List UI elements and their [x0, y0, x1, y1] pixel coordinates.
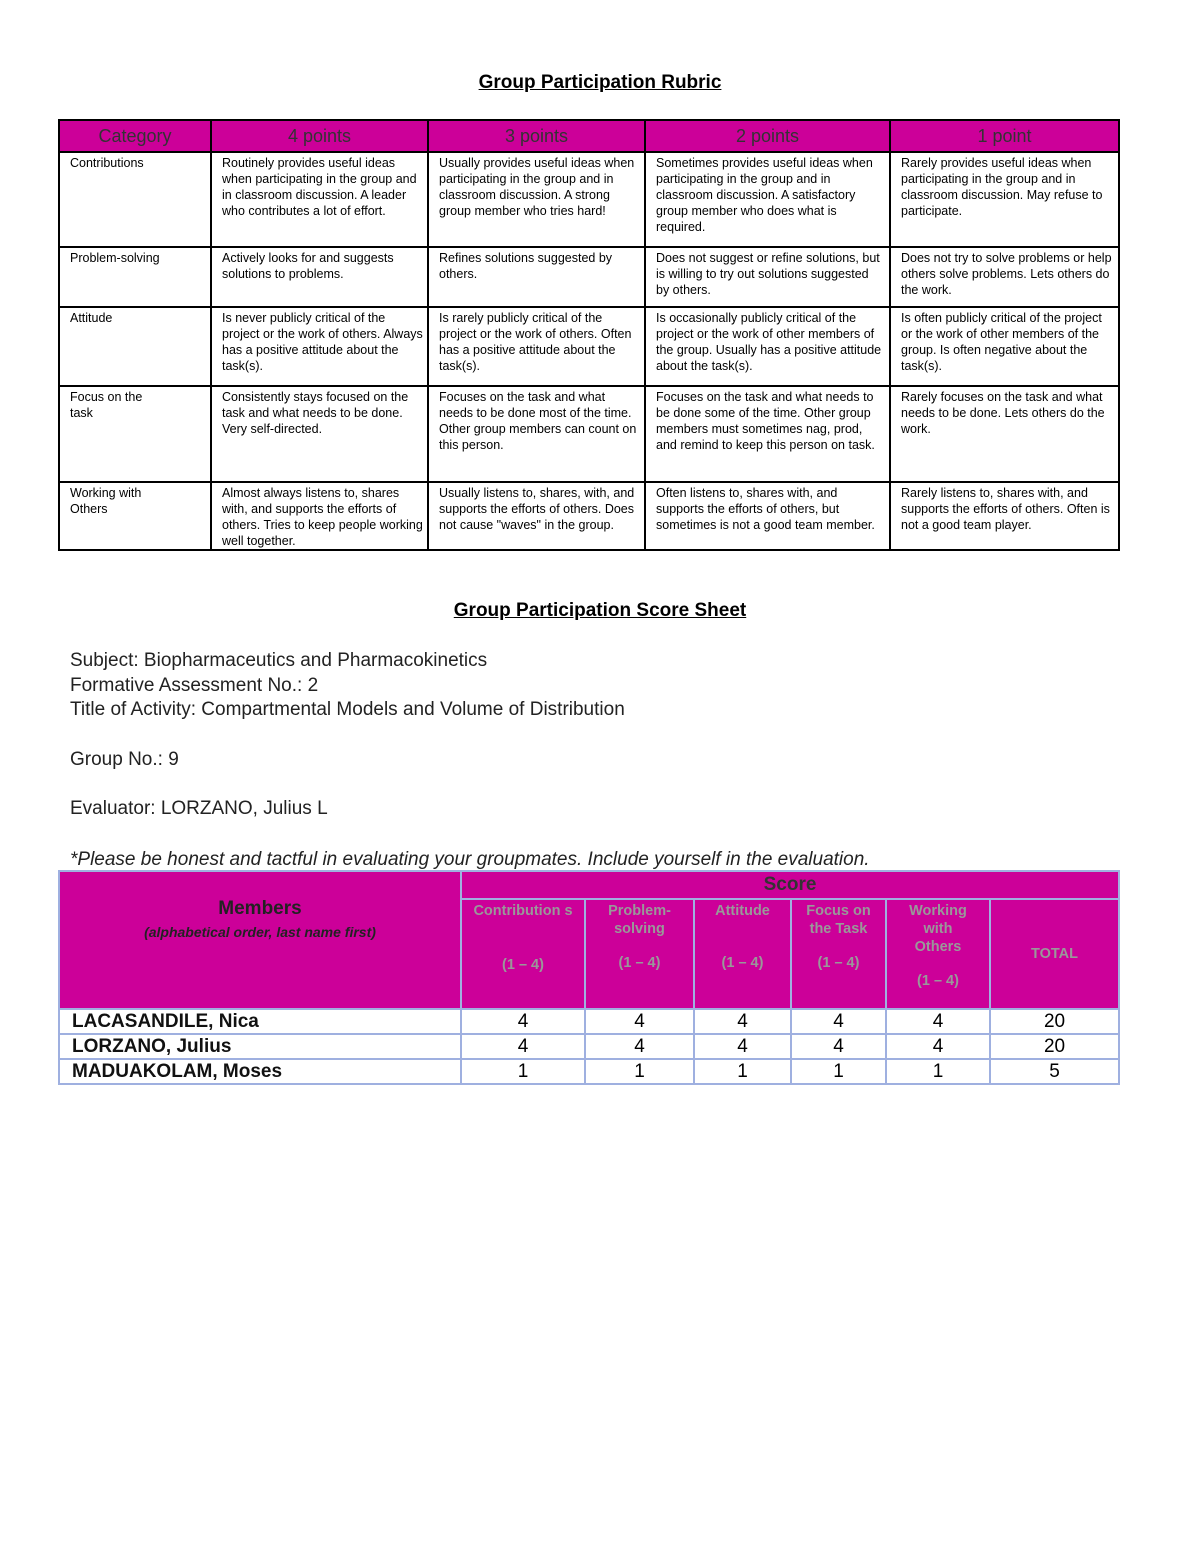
rubric-row-contributions	[59, 152, 1119, 247]
score-cell: 1	[886, 1059, 990, 1084]
score-header: Score	[461, 871, 1119, 899]
rubric-cell: Rarely provides useful ideas when participating in the group and in classroom discussion. May refuse to participate.	[890, 152, 1119, 247]
rubric-cell: Focuses on the task and what needs to be done some of the time. Other group members must sometimes nag, prod, and remind to keep this person on task.	[645, 386, 890, 482]
score-cell: 4	[461, 1009, 585, 1034]
score-sheet-title: Group Participation Score Sheet	[453, 600, 747, 621]
rubric-header-row	[59, 120, 1119, 152]
score-cell: 4	[791, 1009, 886, 1034]
total-cell: 20	[990, 1034, 1119, 1059]
criterion-name: Contribution s	[473, 903, 573, 919]
rubric-category: Contributions	[59, 152, 211, 247]
rubric-cell: Sometimes provides useful ideas when participating in the group and in classroom discussion. A satisfactory group member who does what is required.	[645, 152, 890, 247]
criterion-range: (1 – 4)	[817, 955, 860, 971]
rubric-cell: Does not suggest or refine solutions, but is willing to try out solutions suggested by others.	[645, 247, 890, 307]
rubric-header-1-point: 1 point	[890, 120, 1119, 152]
rubric-cell: Rarely listens to, shares with, and supports the efforts of others. Often is not a good team player.	[890, 482, 1119, 550]
rubric-cell: Is never publicly critical of the project or the work of others. Always has a positive attitude about the task(s).	[211, 307, 428, 386]
criterion-range: (1 – 4)	[502, 957, 544, 973]
rubric-header-4-points: 4 points	[211, 120, 428, 152]
members-sublabel: (alphabetical order, last name first)	[144, 924, 376, 940]
score-cell: 4	[886, 1009, 990, 1034]
rubric-cell: Does not try to solve problems or help others solve problems. Lets others do the work.	[890, 247, 1119, 307]
rubric-table	[58, 119, 1120, 551]
criterion-name: Working with Others	[909, 903, 967, 955]
criterion-range: (1 – 4)	[917, 973, 959, 989]
rubric-category: Focus on the task	[59, 386, 211, 482]
rubric-cell: Is often publicly critical of the project or the work of other members of the group. Is often negative about the task(s).	[890, 307, 1119, 386]
criterion-name: Problem-solving	[608, 903, 671, 937]
total-cell: 20	[990, 1009, 1119, 1034]
score-cell: 1	[694, 1059, 791, 1084]
honesty-note: *Please be honest and tactful in evaluating your groupmates. Include yourself in the evaluation.	[70, 849, 870, 870]
members-label: Members	[218, 898, 302, 919]
criterion-working-with-others	[886, 899, 990, 1009]
criterion-name: Attitude	[715, 903, 770, 919]
rubric-cell: Is occasionally publicly critical of the project or the work of other members of the group. Usually has a positive attitude about the task(s).	[645, 307, 890, 386]
total-header: TOTAL	[990, 899, 1119, 1009]
criterion-name: Focus on the Task	[806, 903, 871, 937]
criterion-attitude	[694, 899, 791, 1009]
score-cell: 4	[694, 1009, 791, 1034]
score-cell: 1	[585, 1059, 694, 1084]
score-cell: 4	[886, 1034, 990, 1059]
rubric-cell: Focuses on the task and what needs to be done most of the time. Other group members can count on this person.	[428, 386, 645, 482]
rubric-header-2-points: 2 points	[645, 120, 890, 152]
rubric-cell: Usually listens to, shares, with, and supports the efforts of others. Does not cause "waves" in the group.	[428, 482, 645, 550]
rubric-title: Group Participation Rubric	[478, 72, 722, 93]
criterion-focus	[791, 899, 886, 1009]
rubric-row-problem-solving	[59, 247, 1119, 307]
member-name: LACASANDILE, Nica	[59, 1009, 461, 1034]
score-cell: 4	[694, 1034, 791, 1059]
rubric-cell: Routinely provides useful ideas when participating in the group and in classroom discussion. A leader who contributes a lot of effort.	[211, 152, 428, 247]
rubric-cell: Rarely focuses on the task and what needs to be done. Lets others do the work.	[890, 386, 1119, 482]
table-row	[59, 1034, 1119, 1059]
score-cell: 1	[461, 1059, 585, 1084]
criterion-problem-solving	[585, 899, 694, 1009]
rubric-row-working-with-others	[59, 482, 1119, 550]
rubric-row-attitude	[59, 307, 1119, 386]
member-name: LORZANO, Julius	[59, 1034, 461, 1059]
rubric-cell: Usually provides useful ideas when participating in the group and in classroom discussion. A strong group member who tries hard!	[428, 152, 645, 247]
score-cell: 1	[791, 1059, 886, 1084]
members-header	[59, 871, 461, 1009]
evaluator-line: Evaluator: LORZANO, Julius L	[70, 798, 328, 819]
score-table	[58, 870, 1120, 1085]
subject-line: Subject: Biopharmaceutics and Pharmacokinetics	[70, 650, 488, 671]
assessment-line: Formative Assessment No.: 2	[70, 675, 319, 696]
table-row	[59, 1059, 1119, 1084]
rubric-cell: Often listens to, shares with, and supports the efforts of others, but sometimes is not a good team member.	[645, 482, 890, 550]
score-cell: 4	[585, 1034, 694, 1059]
total-cell: 5	[990, 1059, 1119, 1084]
criterion-range: (1 – 4)	[618, 955, 661, 971]
score-cell: 4	[791, 1034, 886, 1059]
rubric-row-focus	[59, 386, 1119, 482]
criterion-range: (1 – 4)	[721, 955, 764, 971]
rubric-cell: Actively looks for and suggests solutions to problems.	[211, 247, 428, 307]
rubric-category: Problem-solving	[59, 247, 211, 307]
rubric-cell: Consistently stays focused on the task and what needs to be done. Very self-directed.	[211, 386, 428, 482]
table-row	[59, 1009, 1119, 1034]
rubric-category: Attitude	[59, 307, 211, 386]
member-name: MADUAKOLAM, Moses	[59, 1059, 461, 1084]
rubric-header-3-points: 3 points	[428, 120, 645, 152]
rubric-header-category: Category	[59, 120, 211, 152]
group-line: Group No.: 9	[70, 749, 179, 770]
rubric-cell: Almost always listens to, shares with, and supports the efforts of others. Tries to keep people working well together.	[211, 482, 428, 550]
score-cell: 4	[461, 1034, 585, 1059]
score-cell: 4	[585, 1009, 694, 1034]
criterion-contributions	[461, 899, 585, 1009]
rubric-category: Working with Others	[59, 482, 211, 550]
rubric-cell: Is rarely publicly critical of the project or the work of others. Often has a positive attitude about the task(s).	[428, 307, 645, 386]
activity-line: Title of Activity: Compartmental Models and Volume of Distribution	[70, 699, 625, 720]
rubric-cell: Refines solutions suggested by others.	[428, 247, 645, 307]
